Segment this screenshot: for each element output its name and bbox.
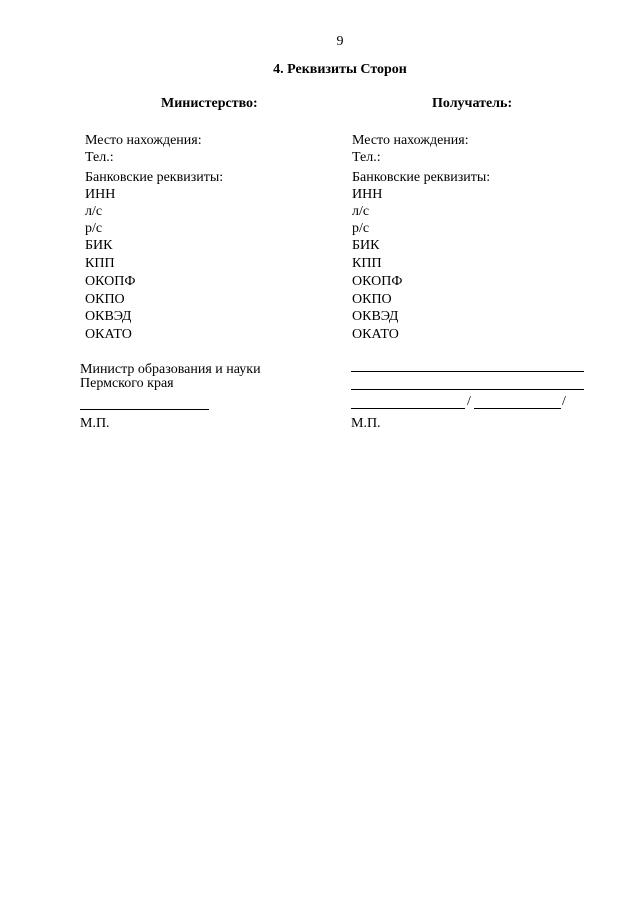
recipient-field-address: Место нахождения: <box>352 133 469 148</box>
ministry-signatory-title: Министр образования и науки <box>80 362 261 377</box>
ministry-field-phone: Тел.: <box>85 150 114 165</box>
recipient-field-okved: ОКВЭД <box>352 309 399 324</box>
ministry-signature-line <box>80 409 209 410</box>
recipient-field-okato: ОКАТО <box>352 327 399 342</box>
ministry-field-okpo: ОКПО <box>85 292 125 307</box>
recipient-stamp-label: М.П. <box>351 416 381 431</box>
ministry-field-okopf: ОКОПФ <box>85 274 136 289</box>
recipient-field-bik: БИК <box>352 238 380 253</box>
page-number: 9 <box>336 34 344 49</box>
section-title: 4. Реквизиты Сторон <box>273 62 407 77</box>
recipient-field-phone: Тел.: <box>352 150 381 165</box>
ministry-heading: Министерство: <box>161 96 258 111</box>
ministry-field-okato: ОКАТО <box>85 327 132 342</box>
recipient-signature-line <box>351 408 465 409</box>
ministry-field-address: Место нахождения: <box>85 133 202 148</box>
ministry-field-bik: БИК <box>85 238 113 253</box>
recipient-separator-1: / <box>467 394 471 409</box>
recipient-name-line-1 <box>351 371 584 372</box>
recipient-field-rs: р/с <box>352 221 370 236</box>
recipient-separator-2: / <box>562 394 566 409</box>
ministry-field-inn: ИНН <box>85 187 116 202</box>
recipient-field-kpp: КПП <box>352 256 382 271</box>
ministry-field-kpp: КПП <box>85 256 115 271</box>
recipient-heading: Получатель: <box>432 96 513 111</box>
recipient-field-ls: л/с <box>352 204 370 219</box>
ministry-stamp-label: М.П. <box>80 416 110 431</box>
recipient-field-inn: ИНН <box>352 187 383 202</box>
recipient-field-okpo: ОКПО <box>352 292 392 307</box>
recipient-field-okopf: ОКОПФ <box>352 274 403 289</box>
recipient-name-line-2 <box>351 389 584 390</box>
ministry-signatory-region: Пермского края <box>80 376 174 391</box>
ministry-field-bank-details: Банковские реквизиты: <box>85 170 224 185</box>
recipient-field-bank-details: Банковские реквизиты: <box>352 170 491 185</box>
ministry-field-ls: л/с <box>85 204 103 219</box>
recipient-name-decryption-line <box>474 408 561 409</box>
ministry-field-okved: ОКВЭД <box>85 309 132 324</box>
ministry-field-rs: р/с <box>85 221 103 236</box>
